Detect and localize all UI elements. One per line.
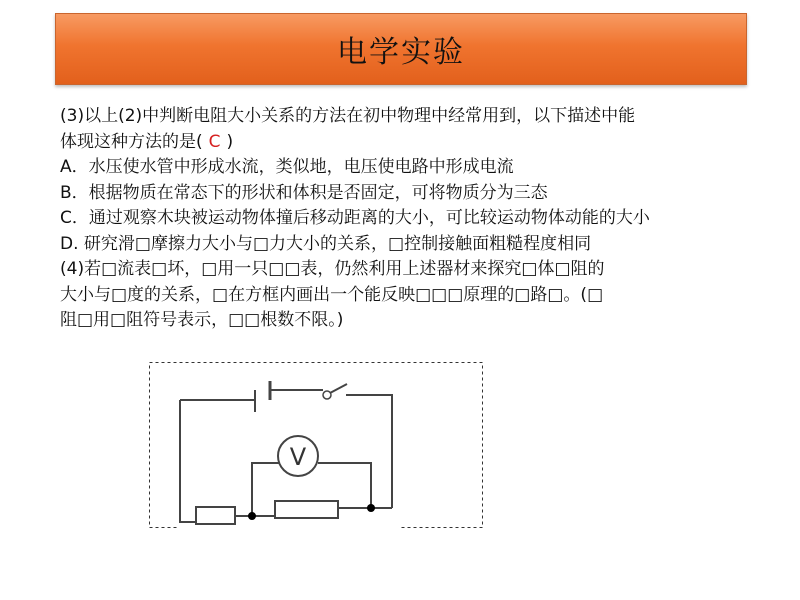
option-c: C．通过观察木块被运动物体撞后移动距离的大小，可比较运动物体动能的大小 <box>60 208 650 228</box>
circuit-diagram-box <box>149 362 483 528</box>
q4-line-1: (4)若□流表□坏，□用一只□□表，仍然利用上述器材来探究□体□阻的 <box>60 259 605 279</box>
resistor-1 <box>196 507 235 524</box>
junction-dot-right <box>367 504 375 512</box>
junction-dot-left <box>248 512 256 520</box>
voltmeter-label: V <box>289 443 307 471</box>
q3-line-2-pre: 体现这种方法的是( <box>60 131 203 152</box>
page-title: 电学实验 <box>337 35 465 70</box>
switch-lever <box>330 384 347 393</box>
title-banner <box>55 13 747 85</box>
q3-line-1: (3)以上(2)中判断电阻大小关系的方法在初中物理中经常用到，以下描述中能 <box>60 106 636 126</box>
question-text <box>60 104 740 334</box>
q4-line-3: 阻□用□阻符号表示，□□根数不限。) <box>60 310 344 330</box>
option-d: D. 研究滑□摩擦力大小与□力大小的关系，□控制接触面粗糙程度相同 <box>60 233 592 254</box>
circuit-diagram <box>149 362 483 528</box>
answer-mark: C <box>208 131 221 152</box>
q4-line-2: 大小与□度的关系，□在方框内画出一个能反映□□□原理的□路□。(□ <box>60 284 604 305</box>
wire-right <box>346 395 392 508</box>
wire-left <box>180 400 196 522</box>
q3-line-2-post: ) <box>226 131 234 152</box>
option-b: B．根据物质在常态下的形状和体积是否固定，可将物质分为三态 <box>60 182 548 203</box>
resistor-2 <box>275 501 338 518</box>
option-a: A．水压使水管中形成水流，类似地，电压使电路中形成电流 <box>60 157 514 177</box>
q3-line-2 <box>60 130 740 156</box>
